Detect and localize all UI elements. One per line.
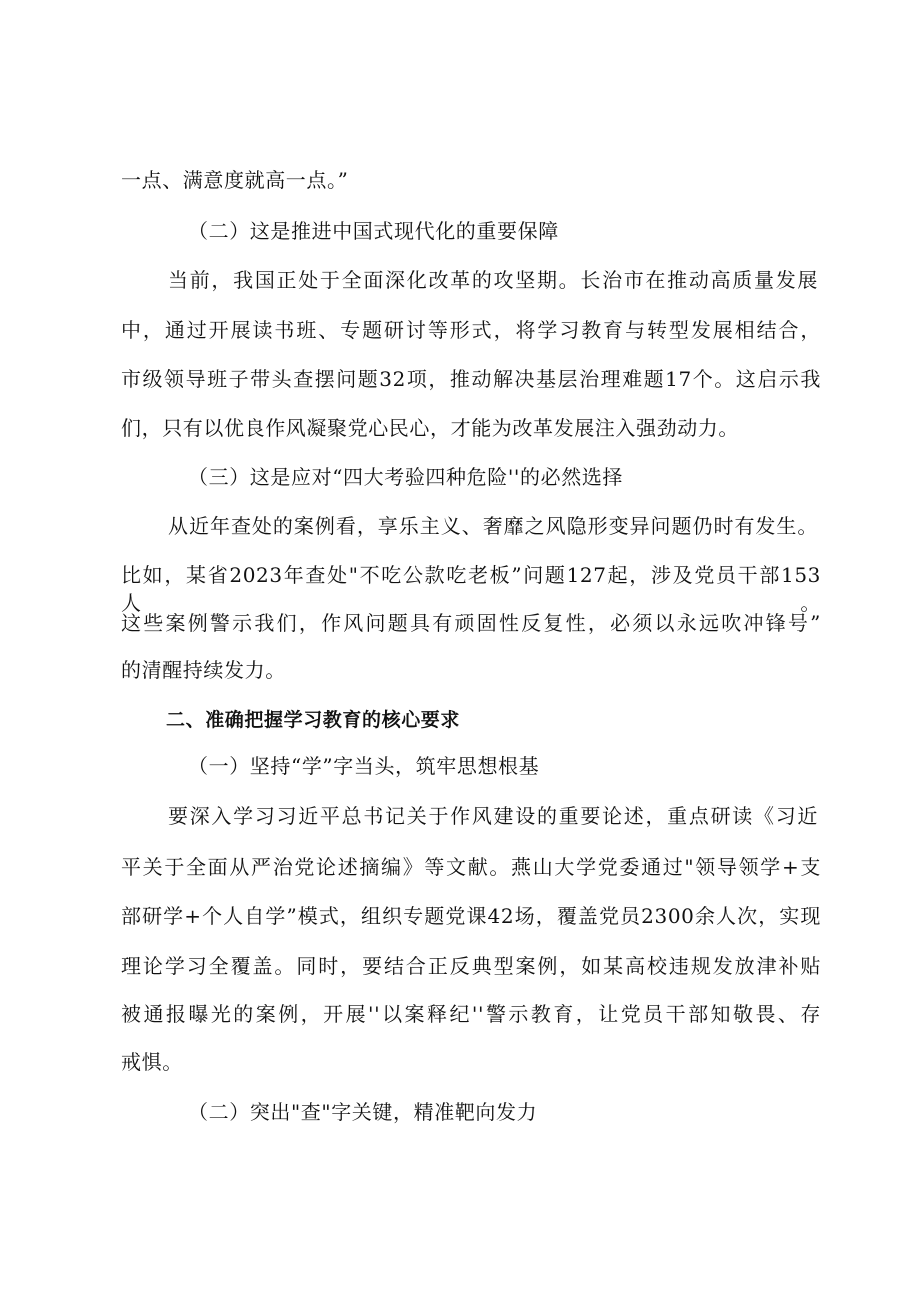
subheading-3: （三）这是应对“四大考验四种危险''的必然选择 [188,465,624,489]
subheading-2: （二）这是推进中国式现代化的重要保障 [188,219,559,243]
paragraph-line: 这些案例警示我们，作风问题具有顽固性反复性，必须以永远吹冲锋号” [121,611,821,635]
paragraph-line: 比如，某省2023年查处"不吃公款吃老板”问题127起，涉及党员干部153人。 [121,563,821,615]
paragraph-line: 当前，我国正处于全面深化改革的攻坚期。长治市在推动高质量发展 [168,268,818,292]
paragraph-line: 从近年查处的案例看，享乐主义、奢靡之风隐形变异问题仍时有发生。 [168,514,818,538]
paragraph-line: 市级领导班子带头查摆问题32项，推动解决基层治理难题17个。这启示我 [121,367,821,391]
paragraph-line: 们，只有以优良作风凝聚党心民心，才能为改革发展注入强劲动力。 [121,416,739,440]
subheading-1: （一）坚持“学”字当头，筑牢思想根基 [188,754,540,778]
paragraph-line-continuation: 一点、满意度就高一点。” [121,168,349,192]
paragraph-line: 中，通过开展读书班、专题研讨等形式，将学习教育与转型发展相结合， [121,318,821,342]
paragraph-line: 理论学习全覆盖。同时，要结合正反典型案例，如某高校违规发放津补贴 [121,954,821,978]
section-heading: 二、准确把握学习教育的核心要求 [166,709,461,731]
paragraph-line: 要深入学习习近平总书记关于作风建设的重要论述，重点研读《习近 [168,804,818,828]
paragraph-line: 部研学+个人自学”模式，组织专题党课42场，覆盖党员2300余人次，实现 [121,904,821,928]
paragraph-line: 平关于全面从严治党论述摘编》等文献。燕山大学党委通过"领导领学+支 [121,855,821,879]
paragraph-line: 戒惧。 [121,1050,183,1074]
paragraph-line: 的清醒持续发力。 [121,658,286,682]
paragraph-line: 被通报曝光的案例，开展''以案释纪''警示教育，让党员干部知敬畏、存 [121,1002,821,1026]
subheading-2b: （二）突出"查"字关键，精准靶向发力 [188,1100,538,1124]
